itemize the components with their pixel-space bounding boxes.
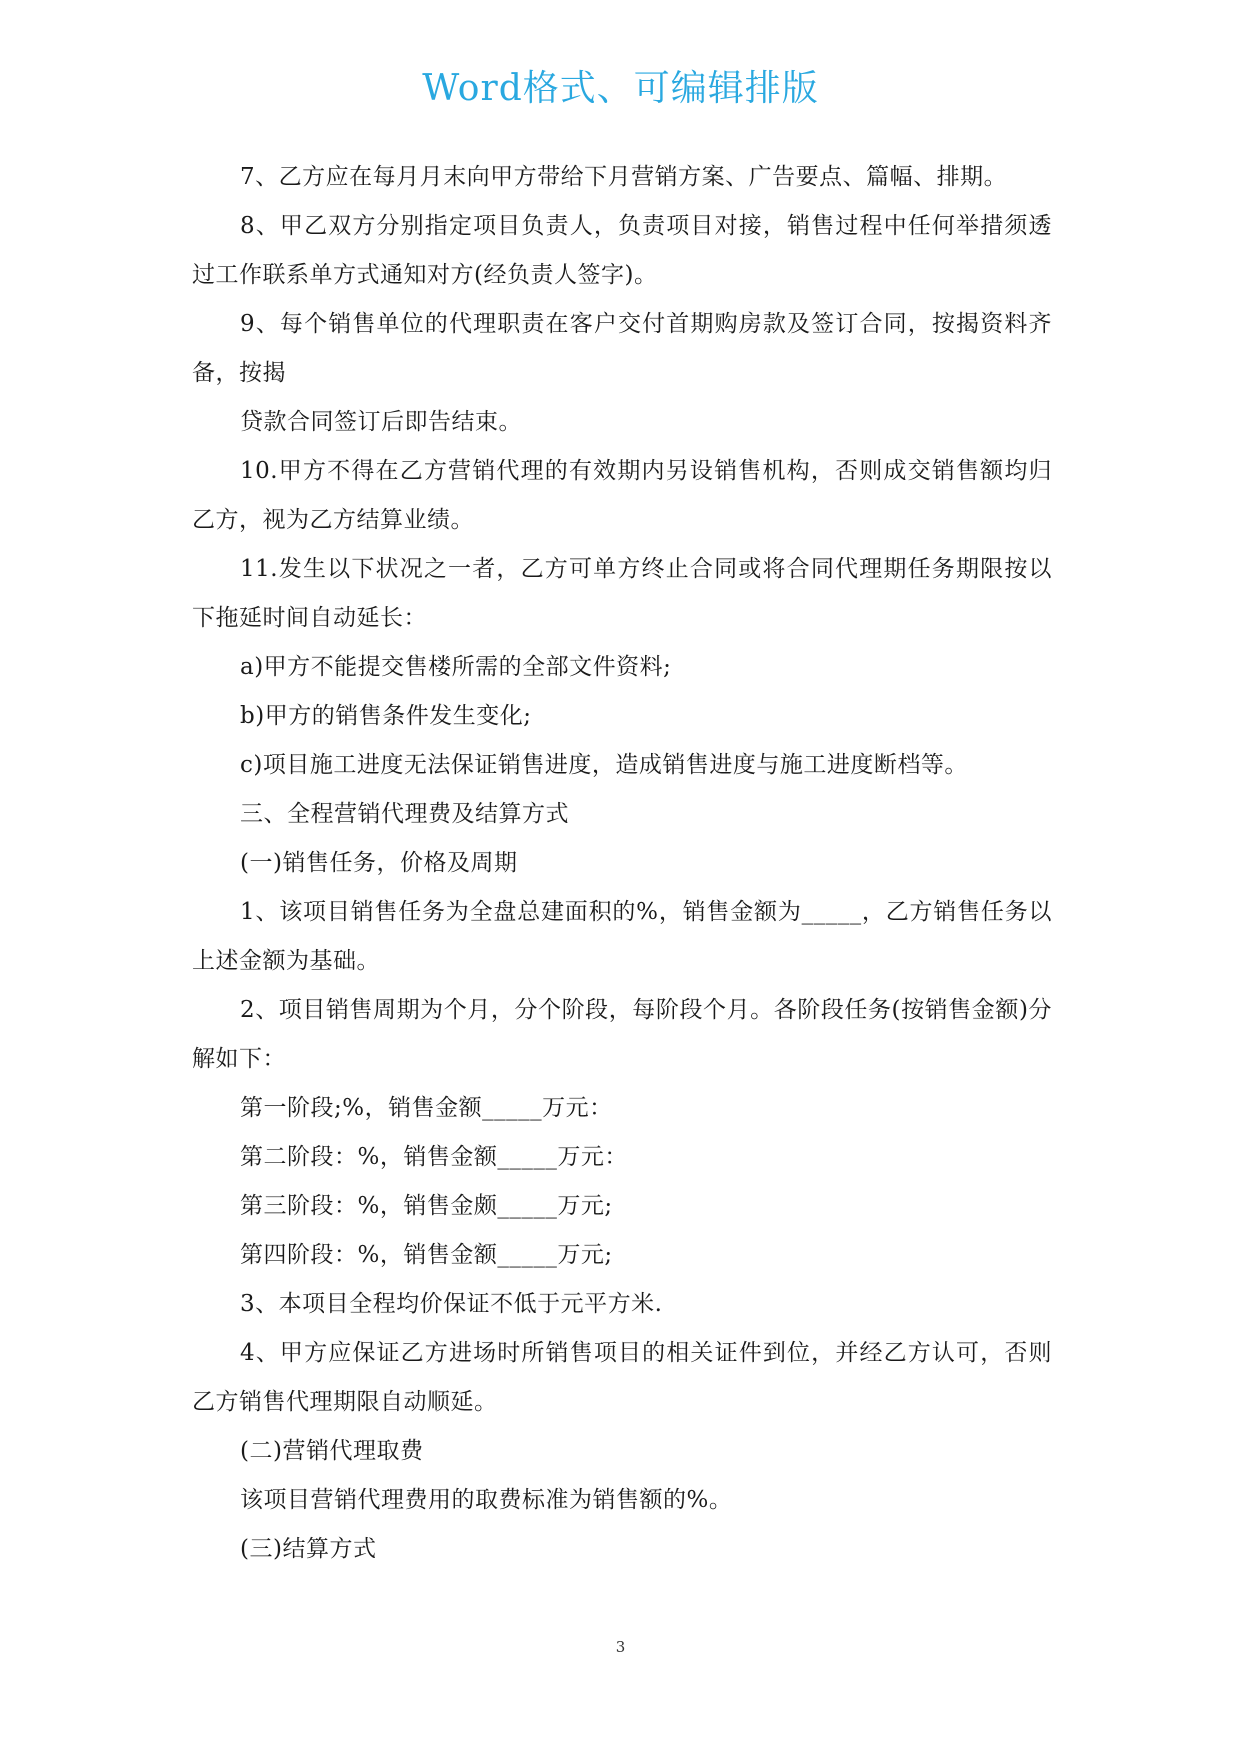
list-item: c)项目施工进度无法保证销售进度，造成销售进度与施工进度断档等。 [240,752,968,778]
page-number: 3 [615,1638,626,1656]
subsection-heading: (二)营销代理取费 [240,1438,424,1464]
paragraph: 贷款合同签订后即告结束。 [240,409,522,435]
section-heading: 三、全程营销代理费及结算方式 [240,801,569,827]
document-body [192,153,1052,1574]
paragraph: 1、该项目销售任务为全盘总建面积的%，销售金额为_____，乙方销售任务以上述金额为基础。 [192,899,1052,974]
page-header-title: Word格式、可编辑排版 [422,68,819,109]
subsection-heading: (一)销售任务，价格及周期 [240,850,518,876]
paragraph: 7、乙方应在每月月末向甲方带给下月营销方案、广告要点、篇幅、排期。 [240,164,1008,190]
paragraph: 4、甲方应保证乙方进场时所销售项目的相关证件到位，并经乙方认可，否则乙方销售代理期限自动顺延。 [192,1340,1052,1415]
paragraph: 10.甲方不得在乙方营销代理的有效期内另设销售机构，否则成交销售额均归乙方，视为乙方结算业绩。 [192,458,1052,533]
paragraph: 3、本项目全程均价保证不低于元平方米. [240,1291,663,1317]
paragraph: 9、每个销售单位的代理职责在客户交付首期购房款及签订合同，按揭资料齐备，按揭 [192,311,1052,386]
list-item: 第二阶段：%，销售金额_____万元： [240,1144,628,1170]
paragraph: 8、甲乙双方分别指定项目负责人，负责项目对接，销售过程中任何举措须透过工作联系单方式通知对方(经负责人签字)。 [192,213,1052,288]
list-item: 第一阶段;%，销售金额_____万元： [240,1095,613,1121]
list-item: b)甲方的销售条件发生变化; [240,703,532,729]
paragraph: 11.发生以下状况之一者，乙方可单方终止合同或将合同代理期任务期限按以下拖延时间自动延长： [192,556,1052,631]
list-item: 第四阶段：%，销售金额_____万元; [240,1242,613,1268]
subsection-heading: (三)结算方式 [240,1536,377,1562]
paragraph: 该项目营销代理费用的取费标准为销售额的%。 [240,1487,733,1513]
list-item: 第三阶段：%，销售金颇_____万元; [240,1193,613,1219]
paragraph: 2、项目销售周期为个月，分个阶段，每阶段个月。各阶段任务(按销售金额)分解如下： [192,997,1052,1072]
list-item: a)甲方不能提交售楼所需的全部文件资料; [240,654,672,680]
